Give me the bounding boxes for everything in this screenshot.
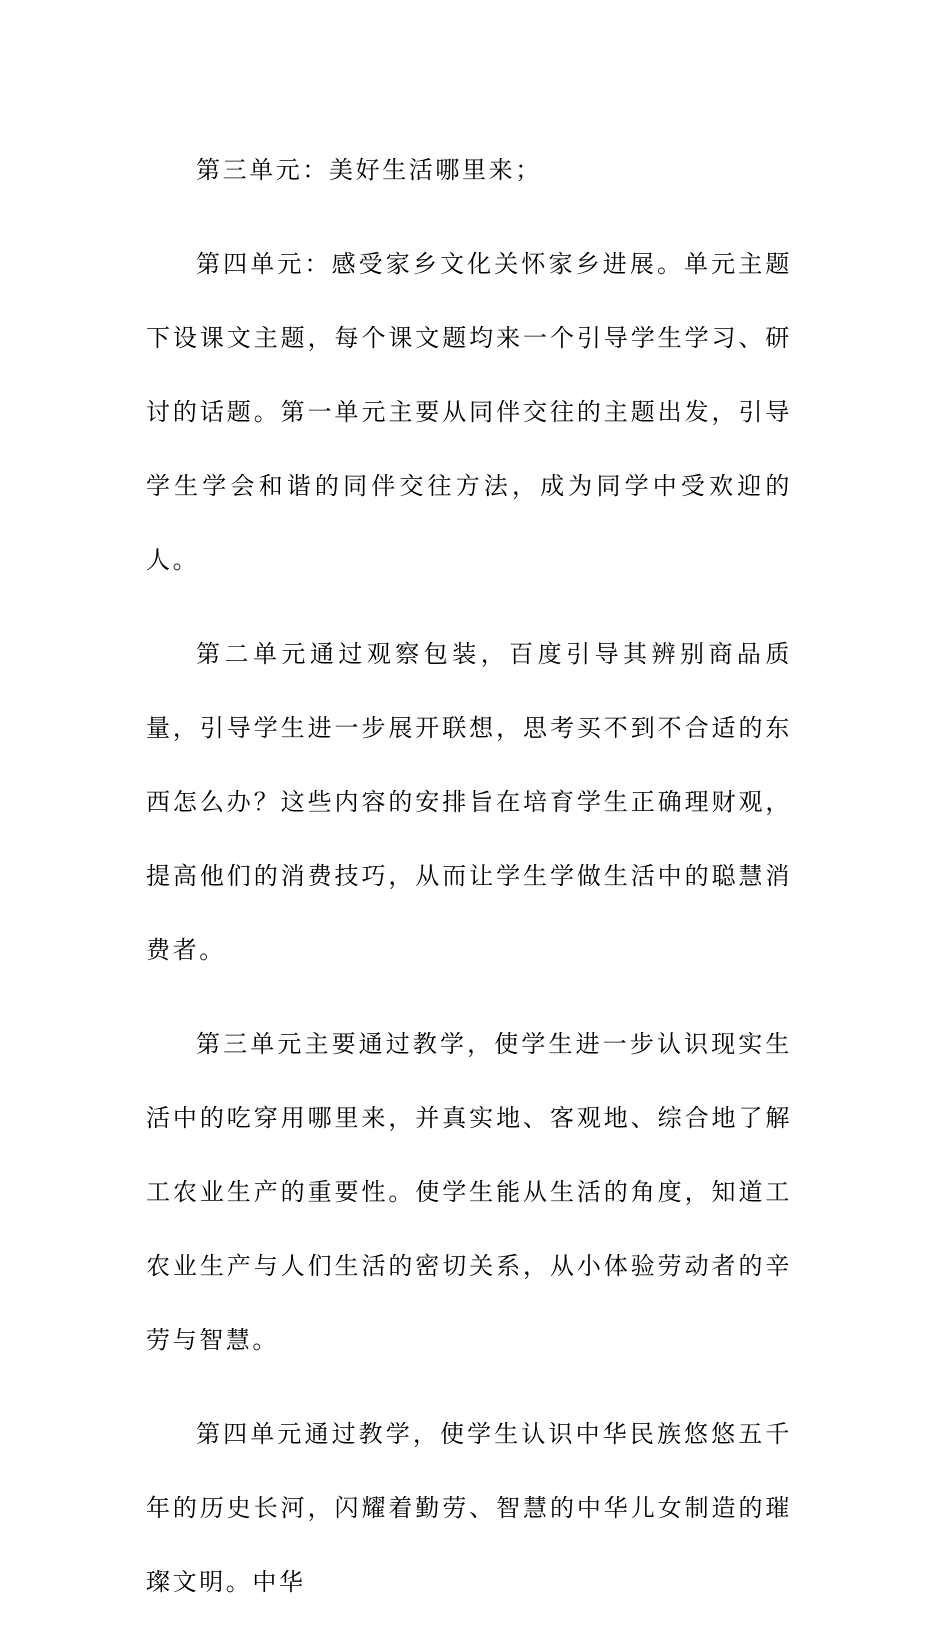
paragraph-unit2-description: 第二单元通过观察包装，百度引导其辨别商品质量，引导学生进一步展开联想，思考买不到不合适的东西怎么办？这些内容的安排旨在培育学生正确理财观，提高他们的消费技巧，从而让学生学做生活中的聪慧消费者。 bbox=[146, 640, 792, 964]
paragraph-unit3-title: 第三单元：美好生活哪里来； bbox=[196, 156, 542, 184]
document-body bbox=[146, 133, 792, 1639]
paragraph-unit3-description: 第三单元主要通过教学，使学生进一步认识现实生活中的吃穿用哪里来，并真实地、客观地、综合地了解工农业生产的重要性。使学生能从生活的角度，知道工农业生产与人们生活的密切关系，从小体验劳动者的辛劳与智慧。 bbox=[146, 1030, 792, 1354]
paragraph-unit4-overview: 第四单元：感受家乡文化关怀家乡进展。单元主题下设课文主题，每个课文题均来一个引导学生学习、研讨的话题。第一单元主要从同伴交往的主题出发，引导学生学会和谐的同伴交往方法，成为同学中受欢迎的人。 bbox=[146, 250, 792, 574]
paragraph-unit4-description: 第四单元通过教学，使学生认识中华民族悠悠五千年的历史长河，闪耀着勤劳、智慧的中华儿女制造的璀璨文明。中华 bbox=[146, 1420, 792, 1596]
